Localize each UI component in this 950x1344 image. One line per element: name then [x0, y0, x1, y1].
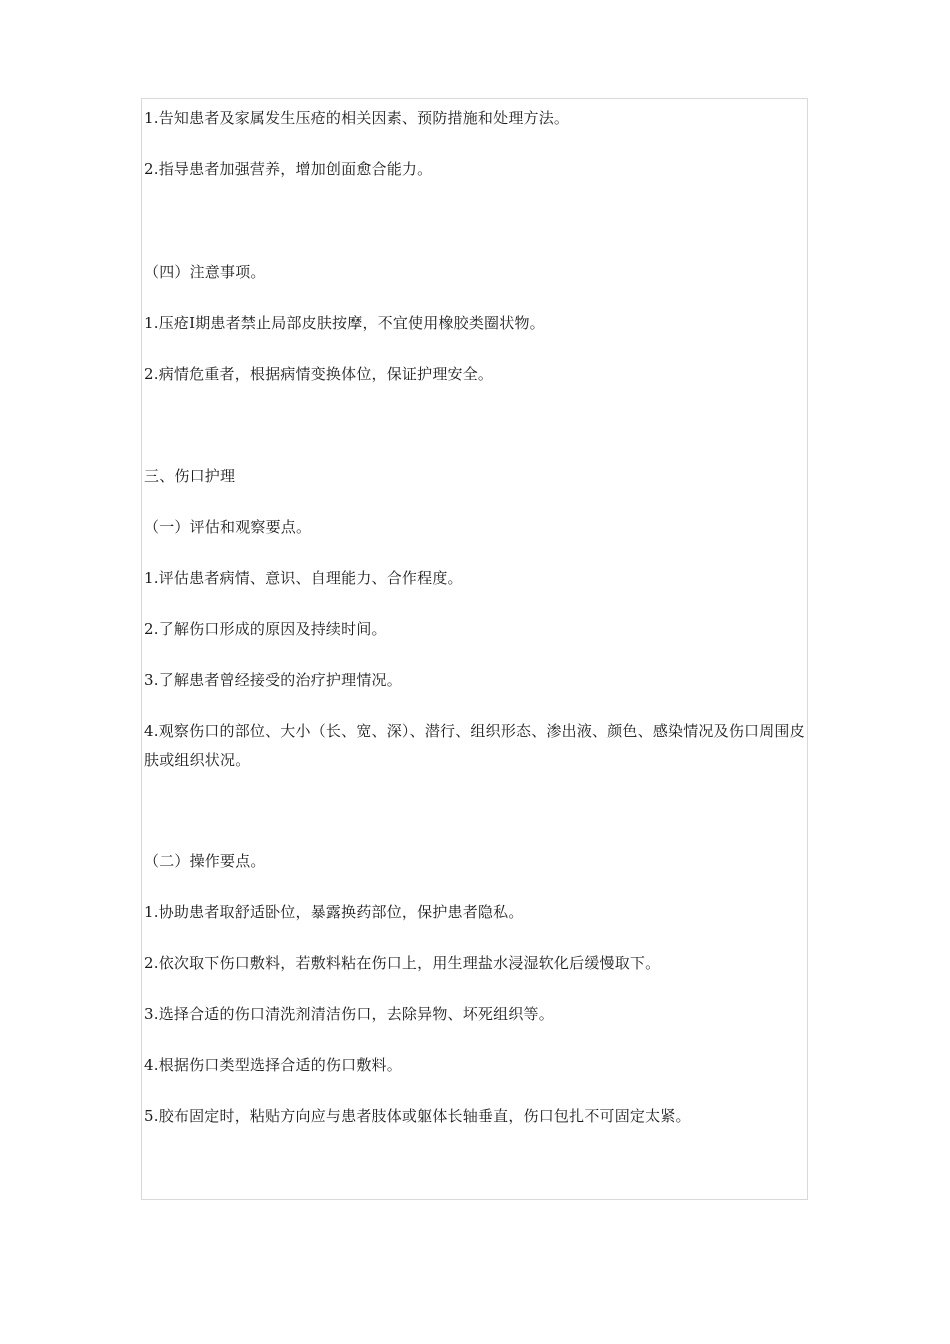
- paragraph-education-1: 1.告知患者及家属发生压疮的相关因素、预防措施和处理方法。: [144, 109, 570, 127]
- paragraph-operation-2: 2.依次取下伤口敷料，若敷料粘在伤口上，用生理盐水浸湿软化后缓慢取下。: [144, 954, 661, 972]
- paragraph-assessment-1: 1.评估患者病情、意识、自理能力、合作程度。: [144, 569, 463, 587]
- paragraph-precaution-2: 2.病情危重者，根据病情变换体位，保证护理安全。: [144, 365, 494, 383]
- section-title-wound-care: 三、伤口护理: [144, 467, 236, 485]
- paragraph-operation-4: 4.根据伤口类型选择合适的伤口敷料。: [144, 1056, 402, 1074]
- paragraph-operation-5: 5.胶布固定时，粘贴方向应与患者肢体或躯体长轴垂直，伤口包扎不可固定太紧。: [144, 1107, 691, 1125]
- heading-operation: （二）操作要点。: [144, 852, 266, 870]
- heading-assessment: （一）评估和观察要点。: [144, 518, 312, 536]
- paragraph-operation-3: 3.选择合适的伤口清洗剂清洁伤口，去除异物、坏死组织等。: [144, 1005, 554, 1023]
- paragraph-precaution-1: 1.压疮Ⅰ期患者禁止局部皮肤按摩，不宜使用橡胶类圈状物。: [144, 314, 545, 332]
- paragraph-operation-1: 1.协助患者取舒适卧位，暴露换药部位，保护患者隐私。: [144, 903, 524, 921]
- paragraph-assessment-3: 3.了解患者曾经接受的治疗护理情况。: [144, 671, 402, 689]
- paragraph-assessment-2: 2.了解伤口形成的原因及持续时间。: [144, 620, 387, 638]
- paragraph-assessment-4: 4.观察伤口的部位、大小（长、宽、深）、潜行、组织形态、渗出液、颜色、感染情况及伤口周围皮肤或组织状况。: [144, 722, 805, 769]
- heading-precautions: （四）注意事项。: [144, 263, 266, 281]
- paragraph-education-2: 2.指导患者加强营养，增加创面愈合能力。: [144, 160, 433, 178]
